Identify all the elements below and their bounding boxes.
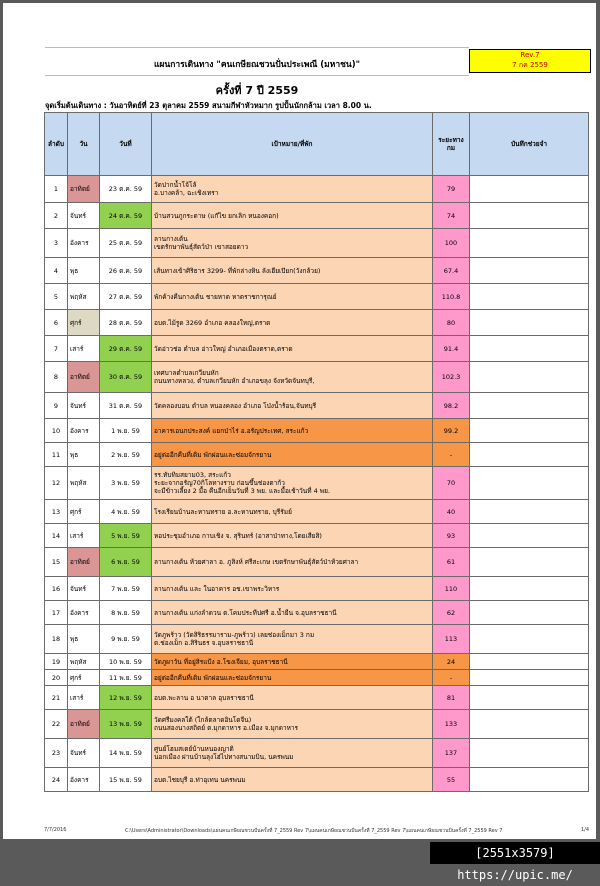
row-day-cell: พุธ xyxy=(68,443,100,467)
row-number-cell: 6 xyxy=(45,310,68,336)
row-destination-cell: อาคารเอนกประสงค์ แยกป่าไร่ อ.อรัญประเทศ, สระแก้ว xyxy=(152,419,433,443)
table-row xyxy=(45,768,589,792)
row-number-cell: 3 xyxy=(45,229,68,258)
row-day-cell: จันทร์ xyxy=(68,577,100,601)
row-number-cell: 8 xyxy=(45,362,68,393)
row-number-cell: 2 xyxy=(45,203,68,229)
row-notes-cell xyxy=(470,500,589,524)
header-notes: บันทึกช่วยจำ xyxy=(470,113,589,176)
row-day-cell: พฤหัส xyxy=(68,467,100,500)
row-notes-cell xyxy=(470,393,589,419)
row-number-cell: 23 xyxy=(45,739,68,768)
table-row xyxy=(45,467,589,500)
row-day-cell: ศุกร์ xyxy=(68,500,100,524)
row-date-cell: 11 พ.ย. 59 xyxy=(100,670,152,686)
row-date-cell: 25 ต.ค. 59 xyxy=(100,229,152,258)
row-distance-cell: 110 xyxy=(433,577,470,601)
row-number-cell: 7 xyxy=(45,336,68,362)
row-date-cell: 26 ต.ค. 59 xyxy=(100,258,152,284)
row-number-cell: 5 xyxy=(45,284,68,310)
row-number-cell: 13 xyxy=(45,500,68,524)
row-date-cell: 23 ต.ค. 59 xyxy=(100,176,152,203)
row-destination-cell: ลานกางเต้น ห้วยศาลา อ. ภูสิงห์ ศรีสะเกษ เขตรักษาพันธุ์สัตว์ป่าห้วยศาลา xyxy=(152,548,433,577)
row-distance-cell: - xyxy=(433,670,470,686)
schedule-page xyxy=(3,3,596,839)
row-notes-cell xyxy=(470,176,589,203)
row-notes-cell xyxy=(470,670,589,686)
table-row xyxy=(45,362,589,393)
header-day: วัน xyxy=(68,113,100,176)
header-destination: เป้าหมาย/ที่พัก xyxy=(152,113,433,176)
table-row xyxy=(45,625,589,654)
table-header-row xyxy=(45,113,589,176)
table-row xyxy=(45,443,589,467)
footer-page: 1/4 xyxy=(581,827,590,833)
row-destination-cell: บ้านสวนภูกระดาษ (แก๊ไข ยกเลิก หนองคอก) xyxy=(152,203,433,229)
row-distance-cell: 24 xyxy=(433,654,470,670)
row-distance-cell: 70 xyxy=(433,467,470,500)
header-date: วันที่ xyxy=(100,113,152,176)
table-row xyxy=(45,548,589,577)
row-date-cell: 27 ต.ค. 59 xyxy=(100,284,152,310)
row-notes-cell xyxy=(470,229,589,258)
row-destination-cell: โรงเรียนบ้านละหานทราย อ.ละหานทราย, บุรีรัมย์ xyxy=(152,500,433,524)
header-no: ลำดับ xyxy=(45,113,68,176)
row-distance-cell: 62 xyxy=(433,601,470,625)
table-row xyxy=(45,176,589,203)
row-date-cell: 29 ต.ค. 59 xyxy=(100,336,152,362)
divider xyxy=(45,47,469,48)
row-notes-cell xyxy=(470,336,589,362)
row-day-cell: อาทิตย์ xyxy=(68,176,100,203)
row-distance-cell: 98.2 xyxy=(433,393,470,419)
table-row xyxy=(45,419,589,443)
row-notes-cell xyxy=(470,467,589,500)
divider xyxy=(45,75,469,76)
row-date-cell: 10 พ.ย. 59 xyxy=(100,654,152,670)
header-distance: ระยะทาง กม xyxy=(433,113,470,176)
row-notes-cell xyxy=(470,524,589,548)
row-destination-cell: อยู่ต่ออีกคืนที่เดิม พักผ่อนและซ่อมจักรยาน xyxy=(152,443,433,467)
row-distance-cell: 113 xyxy=(433,625,470,654)
table-row xyxy=(45,601,589,625)
row-destination-cell: อบต.ไชยบุรี อ.ท่าอุเทน นครพนม xyxy=(152,768,433,792)
row-notes-cell xyxy=(470,577,589,601)
row-distance-cell: 40 xyxy=(433,500,470,524)
footer-date: 7/7/2016 xyxy=(44,827,67,833)
row-distance-cell: 99.2 xyxy=(433,419,470,443)
row-day-cell: อังคาร xyxy=(68,601,100,625)
row-day-cell: ศุกร์ xyxy=(68,310,100,336)
row-date-cell: 6 พ.ย. 59 xyxy=(100,548,152,577)
row-date-cell: 4 พ.ย. 59 xyxy=(100,500,152,524)
row-distance-cell: 67.4 xyxy=(433,258,470,284)
row-notes-cell xyxy=(470,548,589,577)
row-notes-cell xyxy=(470,258,589,284)
revision-box xyxy=(469,49,591,73)
table-row xyxy=(45,739,589,768)
row-day-cell: จันทร์ xyxy=(68,739,100,768)
page-title: แผนการเดินทาง "คนเกษียณชวนปั่นประเพณี (มหาชน)" xyxy=(153,60,361,70)
table-row xyxy=(45,203,589,229)
row-destination-cell: ลานกางเต้น และ ในอาคาร อช.เขาพระวิหาร xyxy=(152,577,433,601)
row-day-cell: อังคาร xyxy=(68,768,100,792)
table-row xyxy=(45,670,589,686)
table-row xyxy=(45,258,589,284)
table-row xyxy=(45,284,589,310)
row-destination-cell: วัดอ่าวช่อ ตำบล อ่าวใหญ่ อำเภอเมืองตราด,ตราด xyxy=(152,336,433,362)
row-distance-cell: 100 xyxy=(433,229,470,258)
row-day-cell: พฤหัส xyxy=(68,654,100,670)
row-number-cell: 1 xyxy=(45,176,68,203)
row-number-cell: 18 xyxy=(45,625,68,654)
row-number-cell: 9 xyxy=(45,393,68,419)
row-distance-cell: 133 xyxy=(433,710,470,739)
row-distance-cell: 61 xyxy=(433,548,470,577)
row-number-cell: 4 xyxy=(45,258,68,284)
row-date-cell: 24 ต.ค. 59 xyxy=(100,203,152,229)
table-row xyxy=(45,686,589,710)
row-notes-cell xyxy=(470,625,589,654)
row-destination-cell: อยู่ต่ออีกคืนที่เดิม พักผ่อนและซ่อมจักรยาน xyxy=(152,670,433,686)
row-notes-cell xyxy=(470,739,589,768)
page-subtitle: ครั้งที่ 7 ปี 2559 xyxy=(215,84,299,97)
table-row xyxy=(45,229,589,258)
row-destination-cell: ศูนย์โฮมสเตย์บ้านหนองญาติ นอกเมือง ผ่านบ้านลุงโฮ่ไปทางสนามบิน, นครพนม xyxy=(152,739,433,768)
start-info: จุดเริ่มต้นเดินทาง : วันอาทิตย์ที่ 23 ตุลาคม 2559 สนามกีฬาหัวหมาก รูปปั้นนักกล้าม เวลา 8.00 น. xyxy=(45,101,372,110)
row-distance-cell: 93 xyxy=(433,524,470,548)
row-number-cell: 24 xyxy=(45,768,68,792)
row-notes-cell xyxy=(470,362,589,393)
row-distance-cell: - xyxy=(433,443,470,467)
row-destination-cell: รร.ทับทิมสยาม03, สระแก้ว ระยะจากอรัญ70กิโลทางราบ ก่อนขึ้นช่องตาก้ว จะมีข้าวเลี้ยง 2 มื้อ คืนอีกเย็นวันที่ 3 พย. และมื้อเช้าวันที่ 4 พย. xyxy=(152,467,433,500)
row-number-cell: 11 xyxy=(45,443,68,467)
row-destination-cell: วัดภูพร้าว (วัดสิริธรรมาราม-ภูพร้าว) เลยช่องเม็กมา 3 กม ต.ช่องเม็ก อ.สิรินธร จ.อุบลราชธานี xyxy=(152,625,433,654)
row-destination-cell: วัดภูผาวัน ที่อยู่สิรแป้ง อ.โขงเจียม, อุบลราชธานี xyxy=(152,654,433,670)
row-notes-cell xyxy=(470,284,589,310)
row-day-cell: พุธ xyxy=(68,625,100,654)
row-notes-cell xyxy=(470,203,589,229)
image-host-status: [2551x3579] https://upic.me/ xyxy=(430,842,600,864)
row-day-cell: พฤหัส xyxy=(68,284,100,310)
row-notes-cell xyxy=(470,710,589,739)
row-day-cell: อาทิตย์ xyxy=(68,710,100,739)
row-destination-cell: ลานกางเต้น แก่งลำดวน ต.โคมประทีปศรี อ.น้ำยืน จ.อุบลราชธานี xyxy=(152,601,433,625)
revision-date: 7 กค 2559 xyxy=(512,61,548,69)
row-day-cell: อาทิตย์ xyxy=(68,362,100,393)
row-number-cell: 10 xyxy=(45,419,68,443)
table-row xyxy=(45,524,589,548)
row-day-cell: พุธ xyxy=(68,258,100,284)
row-destination-cell: ลานกางเต้น เขตรักษาพันธุ์สัตว์ป่า เขาสอยดาว xyxy=(152,229,433,258)
row-date-cell: 7 พ.ย. 59 xyxy=(100,577,152,601)
row-distance-cell: 55 xyxy=(433,768,470,792)
row-distance-cell: 81 xyxy=(433,686,470,710)
row-destination-cell: อบต.ไม้รูด 3269 อำเภอ คลองใหญ่,ตราด xyxy=(152,310,433,336)
row-day-cell: เสาร์ xyxy=(68,686,100,710)
footer-path: C:\Users\Administrator\Downloads\แผนคนเกษียณชวนปั่นครั้งที่ 7_2559 Rev 7\แผนคนเกษียณชวนปั่นครั้งที่ 7_2559 Rev 7\แผนคนเกษียณชวนปั่นครั้งที่ 7_2559 Rev 7 xyxy=(125,828,503,834)
row-notes-cell xyxy=(470,443,589,467)
row-day-cell: จันทร์ xyxy=(68,393,100,419)
revision-number: Rev.7 xyxy=(520,51,540,59)
row-number-cell: 12 xyxy=(45,467,68,500)
row-date-cell: 3 พ.ย. 59 xyxy=(100,467,152,500)
row-notes-cell xyxy=(470,686,589,710)
table-row xyxy=(45,654,589,670)
row-destination-cell: วัดคลองบอน ตำบล หนองคลอง อำเภอ โป่งน้ำร้อน,จันทบุรี xyxy=(152,393,433,419)
row-day-cell: ศุกร์ xyxy=(68,670,100,686)
row-date-cell: 1 พ.ย. 59 xyxy=(100,419,152,443)
row-destination-cell: เทศบาลตำบลเกวียนหัก ถนนทางหลวง, ตำบลเกวียนหัก อำเภอขลุง จังหวัดจันทบุรี, xyxy=(152,362,433,393)
row-destination-cell: อบต.พะลาน อ นาตาล อุบลราชธานี xyxy=(152,686,433,710)
row-date-cell: 28 ต.ค. 59 xyxy=(100,310,152,336)
row-number-cell: 16 xyxy=(45,577,68,601)
row-number-cell: 17 xyxy=(45,601,68,625)
row-date-cell: 9 พ.ย. 59 xyxy=(100,625,152,654)
row-day-cell: เสาร์ xyxy=(68,336,100,362)
row-date-cell: 13 พ.ย. 59 xyxy=(100,710,152,739)
row-distance-cell: 137 xyxy=(433,739,470,768)
row-date-cell: 14 พ.ย. 59 xyxy=(100,739,152,768)
row-date-cell: 15 พ.ย. 59 xyxy=(100,768,152,792)
row-date-cell: 8 พ.ย. 59 xyxy=(100,601,152,625)
row-distance-cell: 110.8 xyxy=(433,284,470,310)
row-day-cell: อังคาร xyxy=(68,229,100,258)
row-distance-cell: 91.4 xyxy=(433,336,470,362)
row-distance-cell: 74 xyxy=(433,203,470,229)
table-row xyxy=(45,500,589,524)
table-row xyxy=(45,577,589,601)
row-number-cell: 21 xyxy=(45,686,68,710)
row-date-cell: 30 ต.ค. 59 xyxy=(100,362,152,393)
row-destination-cell: หอประชุมอำเภอ กาบเชิง จ. สุรินทร์ (อาสาป่าทาง,โดยเสียสิ) xyxy=(152,524,433,548)
row-date-cell: 31 ต.ค. 59 xyxy=(100,393,152,419)
table-row xyxy=(45,710,589,739)
table-row xyxy=(45,393,589,419)
row-day-cell: จันทร์ xyxy=(68,203,100,229)
row-day-cell: อาทิตย์ xyxy=(68,548,100,577)
row-number-cell: 22 xyxy=(45,710,68,739)
row-destination-cell: วัดศรีมงคลใต้ (ใกล้ตลาดอินโดจีน) ถนนสองนางสถิตย์ ต.มุกดาหาร อ.เมือง จ.มุกดาหาร xyxy=(152,710,433,739)
row-notes-cell xyxy=(470,601,589,625)
row-distance-cell: 79 xyxy=(433,176,470,203)
schedule-table xyxy=(44,112,589,792)
row-day-cell: เสาร์ xyxy=(68,524,100,548)
row-destination-cell: วัดปากน้ำโจ้โล้ อ.บางคล้า, ฉะเชิงเทรา xyxy=(152,176,433,203)
table-row xyxy=(45,310,589,336)
row-destination-cell: เส้นทางเข้าศิริธาร 3299- ที่พักล่างหิน ลังเฮียเป๊ยก(วังกล้วย) xyxy=(152,258,433,284)
row-notes-cell xyxy=(470,768,589,792)
row-date-cell: 5 พ.ย. 59 xyxy=(100,524,152,548)
row-notes-cell xyxy=(470,419,589,443)
row-distance-cell: 102.3 xyxy=(433,362,470,393)
row-date-cell: 12 พ.ย. 59 xyxy=(100,686,152,710)
table-row xyxy=(45,336,589,362)
row-distance-cell: 80 xyxy=(433,310,470,336)
row-number-cell: 14 xyxy=(45,524,68,548)
row-notes-cell xyxy=(470,654,589,670)
row-number-cell: 20 xyxy=(45,670,68,686)
row-notes-cell xyxy=(470,310,589,336)
row-day-cell: อังคาร xyxy=(68,419,100,443)
row-number-cell: 15 xyxy=(45,548,68,577)
row-destination-cell: พักค้างคืนกางเต้น ชายหาด หาดราชการุณย์ xyxy=(152,284,433,310)
row-number-cell: 19 xyxy=(45,654,68,670)
row-date-cell: 2 พ.ย. 59 xyxy=(100,443,152,467)
